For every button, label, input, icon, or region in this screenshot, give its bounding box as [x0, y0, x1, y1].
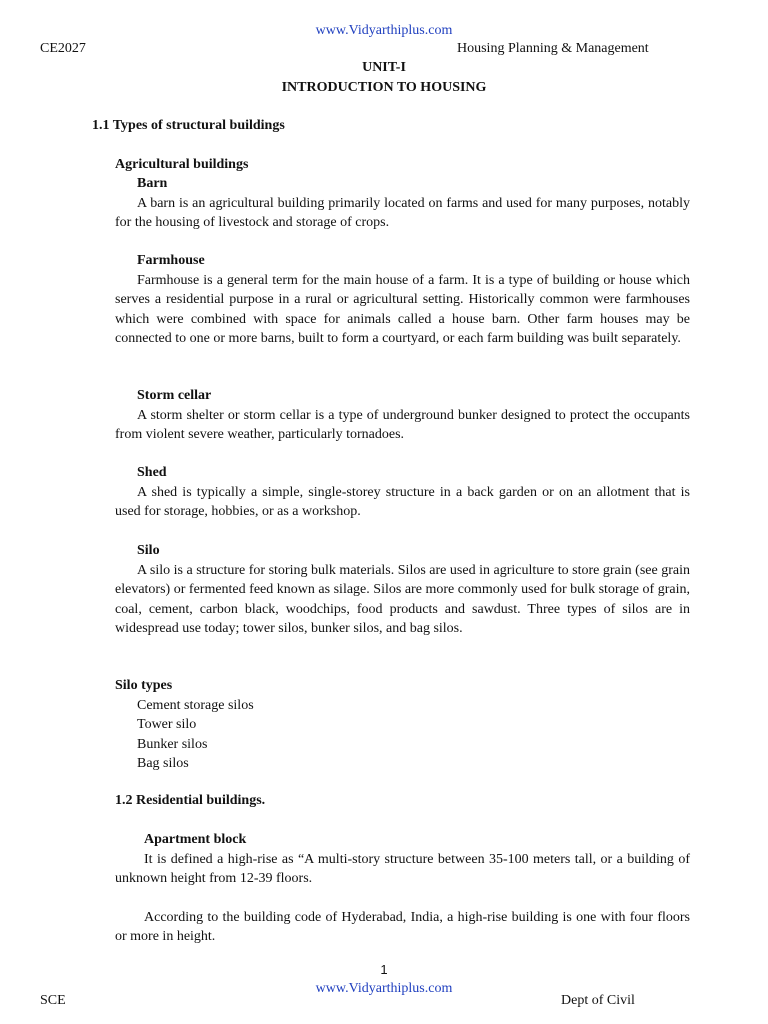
shed-heading: Shed	[137, 465, 167, 480]
unit-label: UNIT-I	[362, 60, 406, 75]
silo-types-heading: Silo types	[115, 678, 173, 693]
page-title: INTRODUCTION TO HOUSING	[281, 80, 487, 95]
apartment-paragraph-2: According to the building code of Hyderabad, India, a high-rise building is one with four floors or more in height.	[115, 910, 690, 945]
footer-website-link[interactable]: www.Vidyarthiplus.com	[315, 981, 453, 996]
list-item: Bunker silos	[137, 737, 208, 752]
storm-cellar-heading: Storm cellar	[137, 388, 212, 403]
farmhouse-heading: Farmhouse	[137, 253, 205, 268]
farmhouse-paragraph: Farmhouse is a general term for the main house of a farm. It is a type of building or house which serves a residential purpose in a rural or agricultural setting. Historically common were farmhouses which were combined with space for animals called a house barn. Other farm houses may be connected to one or more barns, built to form a courtyard, or each farm building was built separately.	[115, 273, 690, 347]
header-website-link[interactable]: www.Vidyarthiplus.com	[315, 23, 453, 38]
agricultural-buildings-heading: Agricultural buildings	[115, 157, 249, 172]
footer-institution: SCE	[40, 993, 66, 1008]
section-heading-1-2: 1.2 Residential buildings.	[115, 793, 266, 808]
course-title: Housing Planning & Management	[457, 41, 649, 56]
list-item: Tower silo	[137, 717, 197, 732]
apartment-block-heading: Apartment block	[144, 832, 247, 847]
silo-paragraph: A silo is a structure for storing bulk materials. Silos are used in agriculture to store grain (see grain elevators) or fermented feed known as silage. Silos are more commonly used for bulk storage of grain, coal, cement, carbon black, woodchips, food products and sawdust. Three types of silos are in widespread use today; tower silos, bunker silos, and bag silos.	[115, 563, 690, 637]
barn-heading: Barn	[137, 176, 168, 191]
apartment-paragraph-1: It is defined a high-rise as “A multi-story structure between 35-100 meters tall, or a building of unknown height from 12-39 floors.	[115, 852, 690, 887]
footer-department: Dept of Civil	[561, 993, 635, 1008]
section-heading-1-1: 1.1 Types of structural buildings	[92, 118, 285, 133]
silo-heading: Silo	[137, 543, 160, 558]
list-item: Cement storage silos	[137, 698, 254, 713]
list-item: Bag silos	[137, 756, 189, 771]
course-code: CE2027	[40, 41, 86, 56]
barn-paragraph: A barn is an agricultural building primarily located on farms and used for many purposes, notably for the housing of livestock and storage of crops.	[115, 196, 690, 231]
shed-paragraph: A shed is typically a simple, single-storey structure in a back garden or on an allotment that is used for storage, hobbies, or as a workshop.	[115, 485, 690, 520]
storm-cellar-paragraph: A storm shelter or storm cellar is a type of underground bunker designed to protect the occupants from violent severe weather, particularly tornadoes.	[115, 408, 690, 443]
page-number: 1	[380, 962, 388, 977]
